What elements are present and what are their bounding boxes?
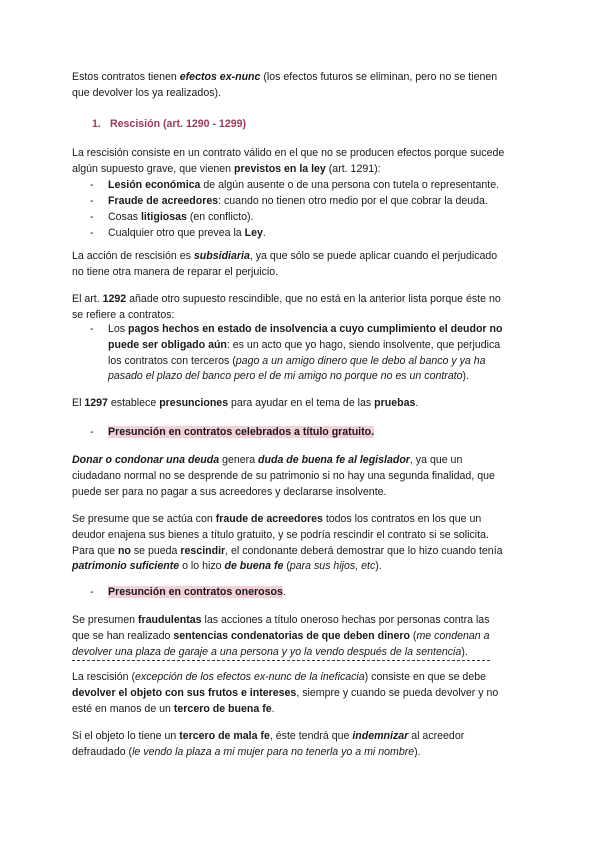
excepcion-paragraph bbox=[72, 670, 532, 717]
bullet-dash: - bbox=[90, 179, 94, 191]
highlighted-subheading: Presunción en contratos celebrados a título gratuito. bbox=[108, 426, 375, 438]
bold-italic-text: patrimonio suficiente bbox=[72, 560, 180, 573]
bold-text: tercero de buena fe bbox=[173, 702, 272, 715]
bold-text: fraude de acreedores bbox=[215, 513, 323, 525]
text: La acción de rescisión es bbox=[72, 250, 194, 262]
text: no tiene otra manera de reparar el perjuicio. bbox=[72, 265, 279, 278]
text: ) consiste en que se debe bbox=[364, 671, 486, 683]
text: La rescisión ( bbox=[72, 671, 135, 683]
bold-text: sentencias condenatorias de que deben dinero bbox=[173, 629, 410, 642]
art1292-paragraph bbox=[72, 292, 532, 324]
malafe-paragraph bbox=[72, 729, 532, 761]
list-item bbox=[108, 226, 532, 242]
bullet-dash: - bbox=[90, 586, 94, 598]
text: La rescisión consiste en un contrato válido en el que no se producen efectos porque sucede bbox=[72, 147, 505, 159]
gratuito-paragraph-1 bbox=[72, 453, 532, 500]
text: esté en manos de un bbox=[72, 702, 174, 715]
text: genera bbox=[219, 454, 259, 466]
example-text: devolver una plaza de garaje a una persona y yo la vendo después de la sentencia bbox=[72, 645, 462, 658]
text: se pueda bbox=[130, 544, 181, 557]
text: ). bbox=[462, 370, 470, 383]
text: . bbox=[415, 397, 419, 409]
text: Se presume que se actúa con bbox=[72, 513, 216, 525]
text: El art. bbox=[72, 293, 103, 305]
text: las acciones a título oneroso hechas por personas contra las bbox=[201, 614, 490, 626]
text: El bbox=[72, 397, 85, 409]
example-text: me condenan a bbox=[416, 629, 490, 642]
example-text: le vendo la plaza a mi mujer para no tenerla yo a mi nombre bbox=[132, 745, 415, 758]
text: algún supuesto grave, que vienen bbox=[72, 162, 234, 175]
bold-text: no bbox=[117, 544, 131, 557]
list-item bbox=[108, 178, 532, 194]
text: Cualquier otro que prevea la bbox=[108, 227, 245, 239]
bold-text: Ley bbox=[244, 227, 263, 239]
bold-text: Lesión económica bbox=[108, 179, 201, 191]
text: : es un acto que yo hago, siendo insolvente, que perjudica bbox=[226, 338, 501, 351]
text: al acreedor bbox=[408, 730, 465, 742]
text: puede ser para no pagar a sus acreedores y declararse insolvente. bbox=[72, 485, 387, 498]
bold-text: puede ser obligado aún bbox=[108, 338, 227, 351]
text: Cosas bbox=[108, 211, 141, 223]
bold-text: tercero de mala fe bbox=[179, 730, 270, 742]
text: ( bbox=[409, 629, 417, 642]
text: ( bbox=[283, 560, 290, 573]
term-efectos-ex-nunc: efectos ex-nunc bbox=[179, 71, 261, 83]
text: (los efectos futuros se eliminan, pero no se tienen bbox=[260, 71, 498, 83]
example-text: para sus hijos, etc bbox=[289, 560, 376, 573]
text: establece bbox=[107, 397, 160, 409]
bold-text: 1292 bbox=[102, 293, 127, 305]
bold-italic-text: duda de buena fe al legislador bbox=[258, 454, 410, 466]
text: que se han realizado bbox=[72, 629, 174, 642]
text: deudor enajena sus bienes a título gratuito, y se podría rescindir el contrato si se solicita. bbox=[72, 528, 489, 541]
onerosos-paragraph bbox=[72, 613, 532, 660]
bold-italic-text: de buena fe bbox=[224, 560, 284, 573]
bold-italic-text: Donar o condonar una deuda bbox=[72, 454, 220, 466]
rescision-paragraph bbox=[72, 146, 532, 178]
text: Para que bbox=[72, 544, 118, 557]
bold-text: 1297 bbox=[84, 397, 108, 409]
text: se refiere a contratos: bbox=[72, 308, 175, 321]
text: ). bbox=[461, 645, 468, 658]
bold-text: rescindir bbox=[180, 544, 226, 557]
text: , el condonante deberá demostrar que lo hizo cuando tenía bbox=[225, 544, 503, 557]
bullet-dash: - bbox=[90, 211, 94, 223]
text: . bbox=[282, 586, 286, 598]
term-subsidiaria: subsidiaria bbox=[193, 250, 250, 262]
bold-text: Fraude de acreedores bbox=[108, 195, 219, 207]
text: , siempre y cuando se pueda devolver y no bbox=[296, 686, 499, 699]
list-item bbox=[108, 194, 532, 210]
bold-text: presunciones bbox=[159, 397, 229, 409]
highlighted-subheading: Presunción en contratos onerosos bbox=[108, 586, 283, 598]
text: Estos contratos tienen bbox=[72, 71, 180, 83]
art1297-paragraph bbox=[72, 396, 532, 412]
text: : cuando no tienen otro medio por el que cobrar la deuda. bbox=[218, 195, 488, 207]
text: ciudadano normal no se desprende de su patrimonio si no hay una segunda finalidad, que bbox=[72, 469, 495, 482]
text: ). bbox=[414, 745, 421, 758]
subheading-gratuito bbox=[108, 425, 532, 441]
bold-text: fraudulentas bbox=[137, 614, 202, 626]
text: , éste tendrá que bbox=[269, 730, 353, 742]
italic-text: excepción de los efectos ex-nunc de la ineficacia bbox=[135, 671, 365, 683]
bold-italic-text: indemnizar bbox=[352, 730, 409, 742]
bold-text: pruebas bbox=[374, 397, 416, 409]
section-number: 1. bbox=[92, 118, 101, 130]
text: que devolver los ya realizados). bbox=[72, 86, 221, 99]
text: Si el objeto lo tiene un bbox=[72, 730, 180, 742]
list-item bbox=[108, 210, 532, 226]
text: (en conflicto). bbox=[186, 211, 254, 223]
text: todos los contratos en los que un bbox=[322, 513, 482, 525]
text: los contratos con terceros ( bbox=[108, 354, 236, 367]
text: ). bbox=[375, 560, 382, 573]
text: defraudado ( bbox=[72, 745, 133, 758]
text: de algún ausente o de una persona con tutela o representante. bbox=[200, 179, 500, 191]
text: , ya que sólo se puede aplicar cuando el perjudicado bbox=[249, 250, 498, 262]
subsidiaria-paragraph bbox=[72, 249, 532, 281]
bold-text: devolver el objeto con sus frutos e intereses bbox=[72, 686, 297, 699]
text: Los bbox=[108, 323, 129, 335]
bold-text: previstos en la ley bbox=[233, 162, 326, 175]
bullet-dash: - bbox=[90, 323, 94, 335]
text: (art. 1291): bbox=[325, 162, 381, 175]
gratuito-paragraph-2 bbox=[72, 512, 532, 575]
list-item bbox=[108, 322, 532, 385]
intro-paragraph bbox=[72, 70, 532, 102]
bold-text: litigiosas bbox=[140, 211, 187, 223]
example-text: pago a un amigo dinero que le debo al banco y ya ha bbox=[235, 354, 486, 367]
text: . bbox=[271, 702, 275, 715]
bullet-dash: - bbox=[90, 426, 94, 438]
text: para ayudar en el tema de las bbox=[228, 397, 375, 409]
dashed-separator bbox=[72, 660, 490, 661]
text: , ya que un bbox=[409, 454, 463, 466]
bullet-dash: - bbox=[90, 195, 94, 207]
example-text: pasado el plazo del banco pero el de mi amigo no porque no es un contrato bbox=[108, 370, 463, 383]
text: añade otro supuesto rescindible, que no está en la anterior lista porque éste no bbox=[126, 293, 501, 305]
section-heading: Rescisión (art. 1290 - 1299) bbox=[110, 118, 247, 130]
text: Se presumen bbox=[72, 614, 138, 626]
bullet-dash: - bbox=[90, 227, 94, 239]
text: o lo hizo bbox=[179, 560, 225, 573]
bold-text: pagos hechos en estado de insolvencia a cuyo cumplimiento el deudor no bbox=[128, 323, 503, 335]
text: . bbox=[262, 227, 266, 239]
subheading-onerosos bbox=[108, 585, 532, 601]
